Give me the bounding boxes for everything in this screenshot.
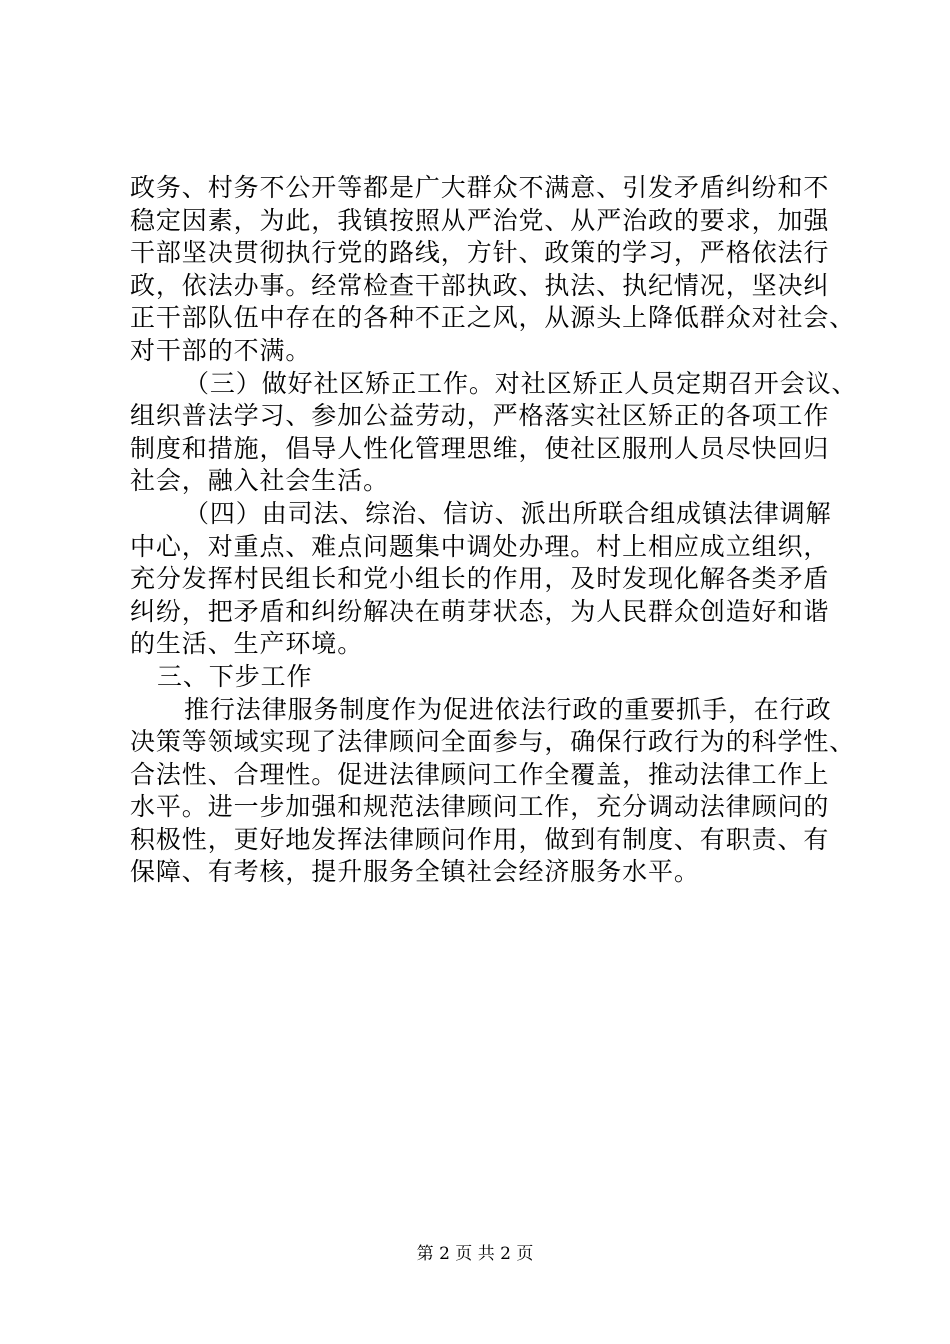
page-number-footer: 第 2 页 共 2 页 bbox=[416, 1244, 534, 1264]
text-line: 干部坚决贯彻执行党的路线，方针、政策的学习，严格依法行 bbox=[130, 238, 830, 268]
text-line: 保障、有考核，提升服务全镇社会经济服务水平。 bbox=[130, 857, 700, 887]
text-line: 制度和措施，倡导人性化管理思维，使社区服刑人员尽快回归 bbox=[130, 433, 830, 463]
text-line: 社会，融入社会生活。 bbox=[130, 466, 390, 496]
text-line: 水平。进一步加强和规范法律顾问工作，充分调动法律顾问的 bbox=[130, 792, 830, 822]
text-line: 中心，对重点、难点问题集中调处办理。村上相应成立组织， bbox=[130, 531, 830, 561]
section-heading: 三、下步工作 bbox=[157, 661, 313, 691]
text-line: 充分发挥村民组长和党小组长的作用，及时发现化解各类矛盾 bbox=[130, 564, 830, 594]
paragraph-start-line: （四）由司法、综治、信访、派出所联合组成镇法律调解 bbox=[184, 498, 832, 528]
text-line: 的生活、生产环境。 bbox=[130, 629, 364, 659]
document-body bbox=[130, 172, 858, 889]
text-line: 决策等领域实现了法律顾问全面参与，确保行政行为的科学性、 bbox=[130, 727, 856, 757]
text-line: 组织普法学习、参加公益劳动，严格落实社区矫正的各项工作 bbox=[130, 401, 830, 431]
text-line: 政务、村务不公开等都是广大群众不满意、引发矛盾纠纷和不 bbox=[130, 173, 830, 202]
paragraph-start-line: 推行法律服务制度作为促进依法行政的重要抓手，在行政 bbox=[184, 694, 832, 724]
text-line: 政，依法办事。经常检查干部执政、执法、执纪情况，坚决纠 bbox=[130, 270, 830, 300]
text-line: 正干部队伍中存在的各种不正之风，从源头上降低群众对社会、 bbox=[130, 303, 856, 333]
text-line: 积极性，更好地发挥法律顾问作用，做到有制度、有职责、有 bbox=[130, 824, 830, 854]
text-line: 稳定因素，为此，我镇按照从严治党、从严治政的要求，加强 bbox=[130, 205, 830, 235]
text-line: 纠纷，把矛盾和纠纷解决在萌芽状态，为人民群众创造好和谐 bbox=[130, 596, 830, 626]
paragraph-start-line: （三）做好社区矫正工作。对社区矫正人员定期召开会议、 bbox=[184, 368, 858, 398]
text-line: 对干部的不满。 bbox=[130, 335, 312, 365]
text-line: 合法性、合理性。促进法律顾问工作全覆盖，推动法律工作上 bbox=[130, 759, 830, 789]
